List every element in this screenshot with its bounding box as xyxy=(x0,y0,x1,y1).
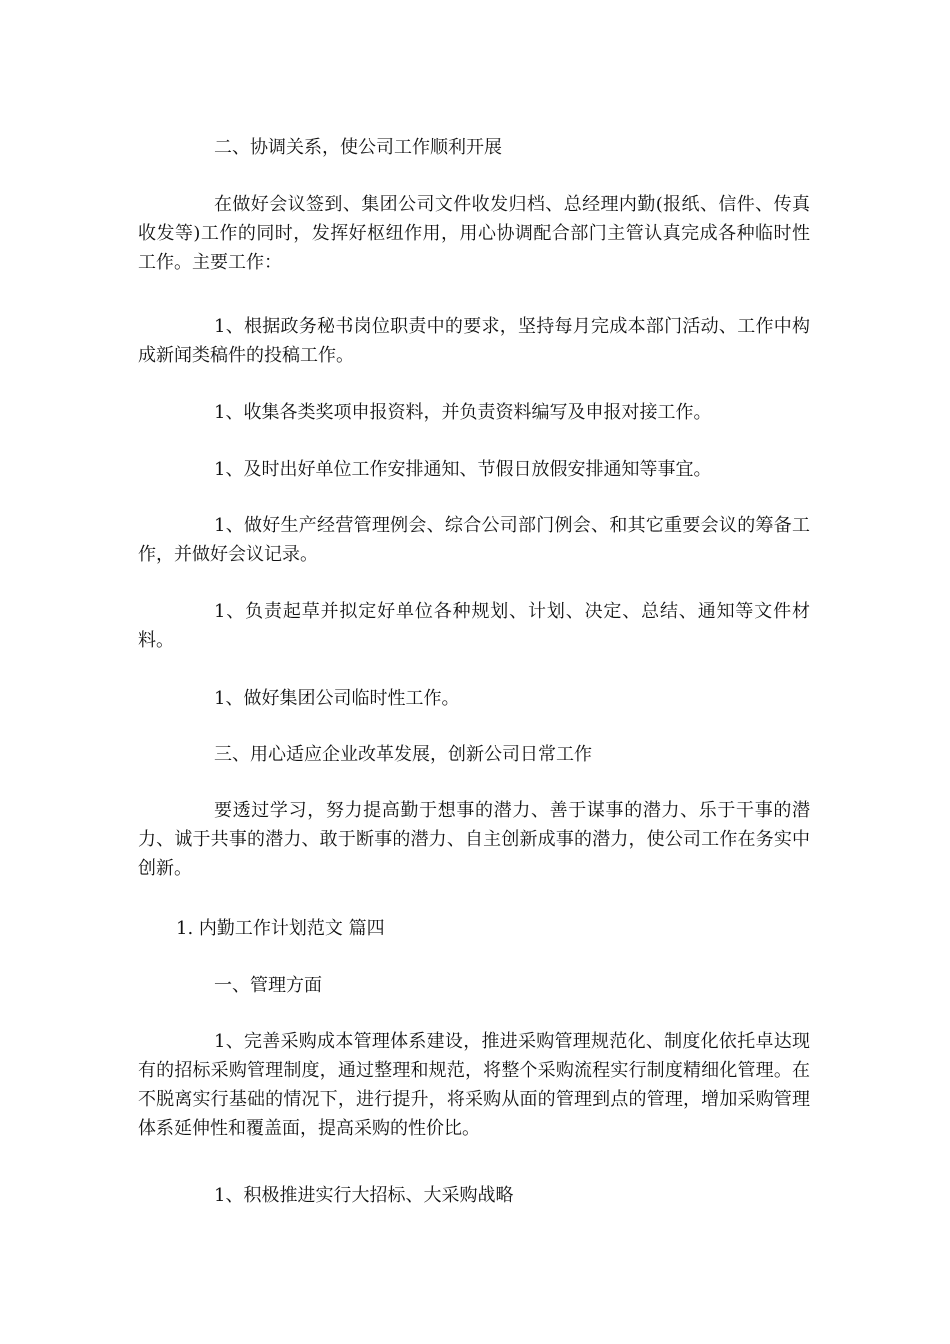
section-heading-coordination: 二、协调关系，使公司工作顺利开展 xyxy=(214,137,502,158)
list-item-notices: 1、及时出好单位工作安排通知、节假日放假安排通知等事宜。 xyxy=(214,459,712,480)
paragraph-coordination-intro: 在做好会议签到、集团公司文件收发归档、总经理内勤(报纸、信件、传真收发等)工作的同时，发挥好枢纽作用，用心协调配合部门主管认真完成各种临时性工作。主要工作： xyxy=(138,194,810,273)
section-heading-innovation: 三、用心适应企业改革发展，创新公司日常工作 xyxy=(214,744,592,765)
list-item-procurement-strategy: 1、积极推进实行大招标、大采购战略 xyxy=(214,1185,514,1206)
list-item-temporary-work: 1、做好集团公司临时性工作。 xyxy=(214,688,460,709)
article-title-part-four: 1. 内勤工作计划范文 篇四 xyxy=(176,918,385,939)
section-heading-management: 一、管理方面 xyxy=(214,975,322,996)
list-item-news-submission: 1、根据政务秘书岗位职责中的要求，坚持每月完成本部门活动、工作中构成新闻类稿件的投稿工作。 xyxy=(138,316,810,366)
list-item-document-drafting: 1、负责起草并拟定好单位各种规划、计划、决定、总结、通知等文件材料。 xyxy=(138,601,810,651)
paragraph-innovation-body: 要透过学习，努力提高勤于想事的潜力、善于谋事的潜力、乐于干事的潜力、诚于共事的潜力、敢于断事的潜力、自主创新成事的潜力，使公司工作在务实中创新。 xyxy=(138,800,810,879)
list-item-award-materials: 1、收集各类奖项申报资料，并负责资料编写及申报对接工作。 xyxy=(214,402,712,423)
list-item-meetings: 1、做好生产经营管理例会、综合公司部门例会、和其它重要会议的筹备工作，并做好会议记录。 xyxy=(138,515,810,565)
paragraph-procurement-system: 1、完善采购成本管理体系建设，推进采购管理规范化、制度化依托卓达现有的招标采购管理制度，通过整理和规范，将整个采购流程实行制度精细化管理。在不脱离实行基础的情况下，进行提升，将采购从面的管理到点的管理，增加采购管理体系延伸性和覆盖面，提高采购的性价比。 xyxy=(138,1031,810,1139)
